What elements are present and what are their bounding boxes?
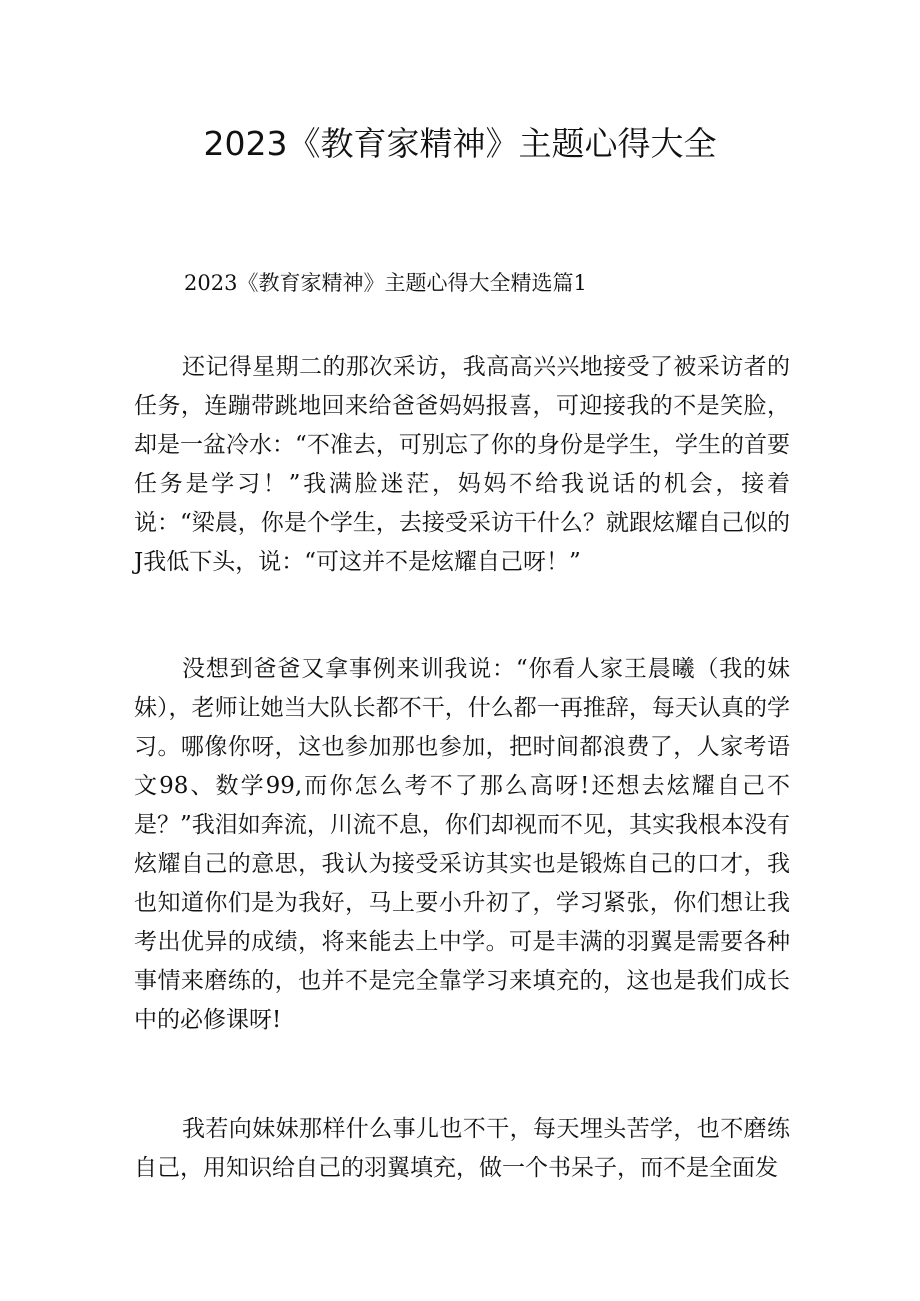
paragraph-1: 还记得星期二的那次采访，我高高兴兴地接受了被采访者的任务，连蹦带跳地回来给爸爸妈妈报喜，可迎接我的不是笑脸，却是一盆冷水：“不准去，可别忘了你的身份是学生，学生的首要任务是学习！”我满脸迷茫，妈妈不给我说话的机会，接着说：“梁晨，你是个学生，去接受采访干什么？就跟炫耀自己似的J我低下头，说：“可这并不是炫耀自己呀！”: [134, 354, 790, 575]
paragraph-3: 我若向妹妹那样什么事儿也不干，每天埋头苦学，也不磨练自己，用知识给自己的羽翼填充，做一个书呆子，而不是全面发: [134, 1116, 790, 1181]
section-heading: 2023《教育家精神》主题心得大全精选篇1: [184, 271, 587, 295]
document-title: 2023《教育家精神》主题心得大全: [203, 124, 717, 163]
paragraph-2: 没想到爸爸又拿事例来训我说：“你看人家王晨曦（我的妹妹），老师让她当大队长都不干，什么都一再推辞，每天认真的学习。哪像你呀，这也参加那也参加，把时间都浪费了，人家考语文98、数学99,而你怎么考不了那么高呀!还想去炫耀自己不是？”我泪如奔流，川流不息，你们却视而不见，其实我根本没有炫耀自己的意思，我认为接受采访其实也是锻炼自己的口才，我也知道你们是为我好，马上要小升初了，学习紧张，你们想让我考出优异的成绩，将来能去上中学。可是丰满的羽翼是需要各种事情来磨练的，也并不是完全靠学习来填充的，这也是我们成长中的必修课呀!: [134, 656, 790, 1033]
